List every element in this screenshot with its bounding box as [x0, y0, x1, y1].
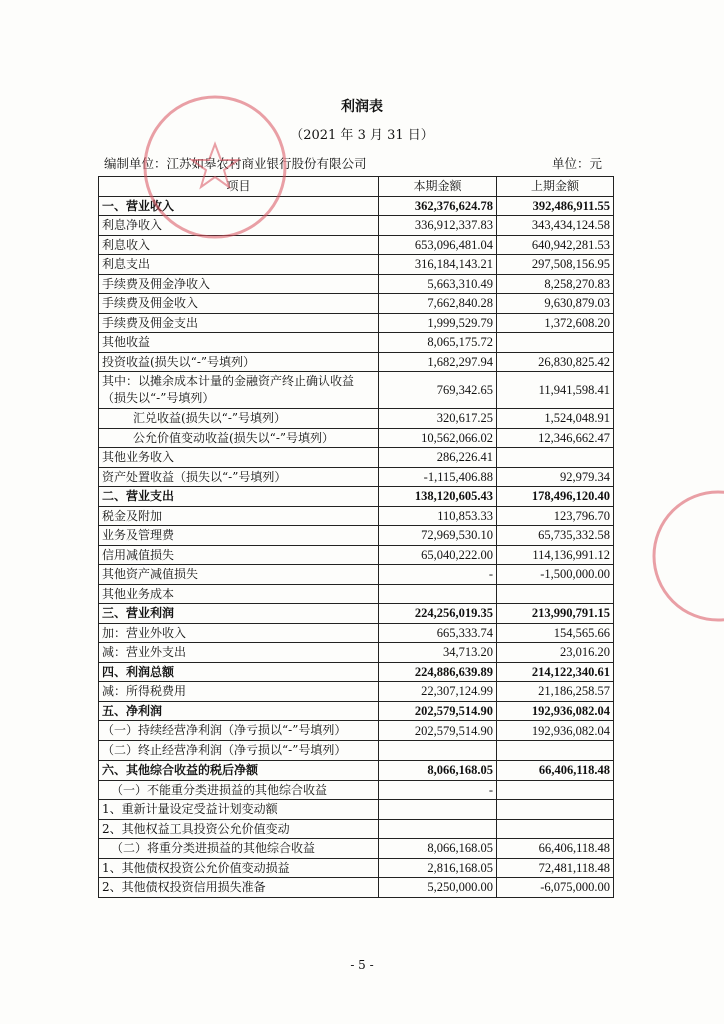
row-label: 汇兑收益(损失以“-”号填列） [99, 409, 379, 429]
row-label: 减：营业外支出 [99, 643, 379, 663]
table-row [99, 800, 614, 820]
row-label: 利息支出 [99, 255, 379, 275]
table-row [99, 294, 614, 314]
table-row [99, 662, 614, 682]
row-current: 110,853.33 [379, 506, 497, 526]
row-previous: 192,936,082.04 [497, 721, 614, 741]
table-header-row [99, 177, 614, 197]
row-previous: 72,481,118.48 [497, 858, 614, 878]
row-previous: 12,346,662.47 [497, 428, 614, 448]
table-row [99, 352, 614, 372]
table-row [99, 643, 614, 663]
row-previous: 66,406,118.48 [497, 761, 614, 781]
row-label: 其他收益 [99, 333, 379, 353]
row-label: 信用减值损失 [99, 545, 379, 565]
row-current: 22,307,124.99 [379, 682, 497, 702]
row-current: 8,066,168.05 [379, 761, 497, 781]
row-previous: 9,630,879.03 [497, 294, 614, 314]
row-previous: 21,186,258.57 [497, 682, 614, 702]
row-previous: -1,500,000.00 [497, 565, 614, 585]
row-label: 其中：以摊余成本计量的金融资产终止确认收益（损失以“-”号填列） [99, 372, 379, 409]
table-row [99, 333, 614, 353]
table-row [99, 604, 614, 624]
table-row [99, 409, 614, 429]
row-label: 其他业务成本 [99, 584, 379, 604]
row-previous: 114,136,991.12 [497, 545, 614, 565]
row-current: 316,184,143.21 [379, 255, 497, 275]
row-current: 138,120,605.43 [379, 487, 497, 507]
table-row [99, 565, 614, 585]
row-previous [497, 819, 614, 839]
row-current [379, 741, 497, 761]
row-label: 手续费及佣金净收入 [99, 274, 379, 294]
row-previous: 154,565.66 [497, 623, 614, 643]
row-label: 1、重新计量设定受益计划变动额 [99, 800, 379, 820]
row-current: 286,226.41 [379, 448, 497, 468]
row-current: 8,065,175.72 [379, 333, 497, 353]
row-label: 加：营业外收入 [99, 623, 379, 643]
table-row [99, 235, 614, 255]
row-current: -1,115,406.88 [379, 467, 497, 487]
row-previous: 214,122,340.61 [497, 662, 614, 682]
row-current: 653,096,481.04 [379, 235, 497, 255]
row-current: 5,663,310.49 [379, 274, 497, 294]
row-current [379, 584, 497, 604]
row-previous [497, 448, 614, 468]
row-label: （二）终止经营净利润（净亏损以“-”号填列） [99, 741, 379, 761]
row-label: 利息收入 [99, 235, 379, 255]
row-current: - [379, 565, 497, 585]
row-previous: 23,016.20 [497, 643, 614, 663]
row-current: 336,912,337.83 [379, 216, 497, 236]
header-current: 本期金额 [379, 177, 497, 197]
table-row [99, 487, 614, 507]
row-current: 1,682,297.94 [379, 352, 497, 372]
header-previous: 上期金额 [497, 177, 614, 197]
row-label: 资产处置收益（损失以“-”号填列） [99, 467, 379, 487]
row-current: 362,376,624.78 [379, 196, 497, 216]
row-current [379, 819, 497, 839]
row-current: - [379, 780, 497, 800]
table-row [99, 623, 614, 643]
row-current: 224,886,639.89 [379, 662, 497, 682]
row-previous: 343,434,124.58 [497, 216, 614, 236]
unit-label: 单位：元 [551, 156, 602, 171]
row-previous: 66,406,118.48 [497, 839, 614, 859]
table-row [99, 721, 614, 741]
row-previous [497, 333, 614, 353]
row-label: 手续费及佣金收入 [99, 294, 379, 314]
table-row [99, 506, 614, 526]
row-label: 投资收益(损失以“-”号填列） [99, 352, 379, 372]
table-row [99, 216, 614, 236]
row-previous: 1,372,608.20 [497, 313, 614, 333]
row-previous: 178,496,120.40 [497, 487, 614, 507]
row-current: 320,617.25 [379, 409, 497, 429]
row-current: 10,562,066.02 [379, 428, 497, 448]
row-previous: 65,735,332.58 [497, 526, 614, 546]
row-label: （一）持续经营净利润（净亏损以“-”号填列） [99, 721, 379, 741]
row-label: 业务及管理费 [99, 526, 379, 546]
row-label: 手续费及佣金支出 [99, 313, 379, 333]
row-current: 202,579,514.90 [379, 701, 497, 721]
row-label: 2、其他权益工具投资公允价值变动 [99, 819, 379, 839]
row-current: 34,713.20 [379, 643, 497, 663]
table-row [99, 584, 614, 604]
row-label: 四、利润总额 [99, 662, 379, 682]
row-label: 减：所得税费用 [99, 682, 379, 702]
row-current: 202,579,514.90 [379, 721, 497, 741]
row-current: 665,333.74 [379, 623, 497, 643]
row-current: 5,250,000.00 [379, 878, 497, 898]
table-row [99, 741, 614, 761]
table-row [99, 372, 614, 409]
page-title: 利润表 [341, 99, 383, 115]
row-current: 72,969,530.10 [379, 526, 497, 546]
table-row [99, 467, 614, 487]
seam-seal-stamp [648, 488, 724, 624]
row-label: 五、净利润 [99, 701, 379, 721]
table-row [99, 196, 614, 216]
table-row [99, 274, 614, 294]
row-previous: 1,524,048.91 [497, 409, 614, 429]
row-current: 8,066,168.05 [379, 839, 497, 859]
row-previous: 92,979.34 [497, 467, 614, 487]
header-item: 项目 [99, 177, 379, 197]
table-row [99, 428, 614, 448]
row-previous: -6,075,000.00 [497, 878, 614, 898]
row-current: 7,662,840.28 [379, 294, 497, 314]
row-current: 65,040,222.00 [379, 545, 497, 565]
row-label: 2、其他债权投资信用损失准备 [99, 878, 379, 898]
row-label: 三、营业利润 [99, 604, 379, 624]
row-previous: 213,990,791.15 [497, 604, 614, 624]
table-row [99, 858, 614, 878]
table-row [99, 255, 614, 275]
table-row [99, 780, 614, 800]
row-current: 769,342.65 [379, 372, 497, 409]
page-number: - 5 - [350, 958, 374, 972]
row-label: 其他资产减值损失 [99, 565, 379, 585]
table-row [99, 448, 614, 468]
seam-seal-ring [654, 492, 724, 620]
table-row [99, 878, 614, 898]
income-statement-table [98, 176, 614, 898]
row-previous: 8,258,270.83 [497, 274, 614, 294]
table-row [99, 526, 614, 546]
row-current [379, 800, 497, 820]
table-row [99, 819, 614, 839]
row-previous: 392,486,911.55 [497, 196, 614, 216]
row-previous [497, 584, 614, 604]
table-row [99, 761, 614, 781]
row-previous: 123,796.70 [497, 506, 614, 526]
table-row [99, 313, 614, 333]
company-label: 编制单位：江苏如皋农村商业银行股份有限公司 [104, 156, 367, 171]
row-previous [497, 741, 614, 761]
row-label: （二）将重分类进损益的其他综合收益 [99, 839, 379, 859]
row-current: 224,256,019.35 [379, 604, 497, 624]
row-previous [497, 780, 614, 800]
row-label: （一）不能重分类进损益的其他综合收益 [99, 780, 379, 800]
row-label: 公允价值变动收益(损失以“-”号填列） [99, 428, 379, 448]
row-label: 一、营业收入 [99, 196, 379, 216]
table-row [99, 682, 614, 702]
row-current: 1,999,529.79 [379, 313, 497, 333]
row-previous [497, 800, 614, 820]
report-date: （2021 年 3 月 31 日） [290, 128, 434, 143]
row-label: 二、营业支出 [99, 487, 379, 507]
row-label: 六、其他综合收益的税后净额 [99, 761, 379, 781]
row-previous: 192,936,082.04 [497, 701, 614, 721]
row-previous: 640,942,281.53 [497, 235, 614, 255]
row-previous: 26,830,825.42 [497, 352, 614, 372]
row-label: 税金及附加 [99, 506, 379, 526]
row-previous: 297,508,156.95 [497, 255, 614, 275]
row-previous: 11,941,598.41 [497, 372, 614, 409]
row-current: 2,816,168.05 [379, 858, 497, 878]
row-label: 其他业务收入 [99, 448, 379, 468]
row-label: 利息净收入 [99, 216, 379, 236]
row-label: 1、其他债权投资公允价值变动损益 [99, 858, 379, 878]
table-row [99, 545, 614, 565]
table-row [99, 839, 614, 859]
table-row [99, 701, 614, 721]
